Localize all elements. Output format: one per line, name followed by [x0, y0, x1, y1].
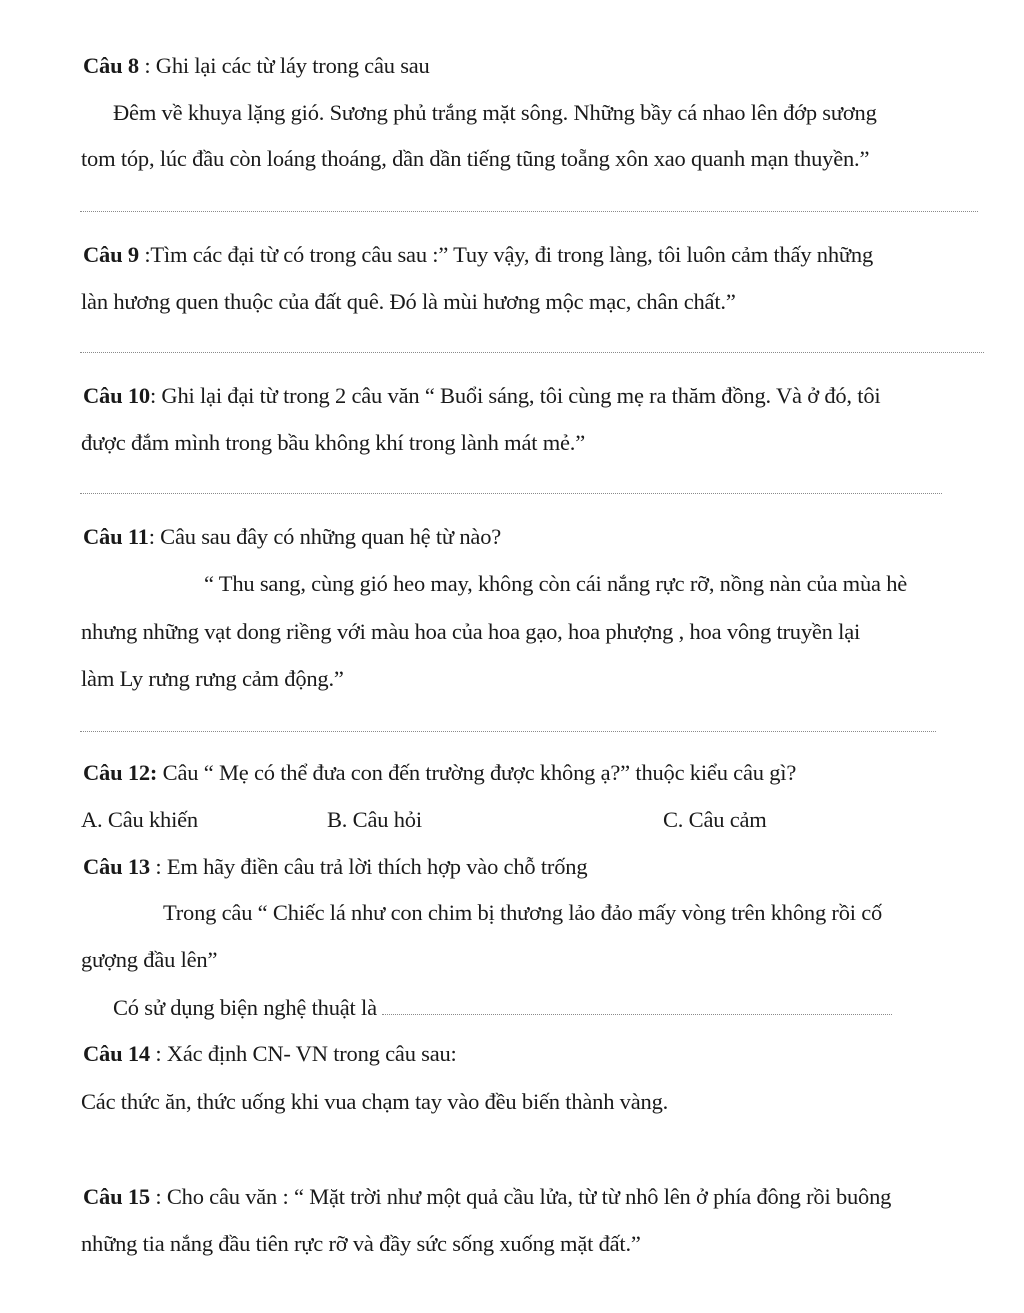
- question-14-label: Câu 14: [83, 1041, 150, 1066]
- question-10-label: Câu 10: [83, 383, 150, 408]
- question-14-prompt: : Xác định CN- VN trong câu sau:: [149, 1041, 457, 1066]
- question-13-heading: [83, 853, 587, 881]
- question-11-text-line-3: làm Ly rưng rưng cảm động.”: [81, 666, 344, 691]
- question-10-answer-line: [80, 493, 942, 494]
- question-11-prompt: : Câu sau đây có những quan hệ từ nào?: [148, 524, 502, 549]
- question-12-prompt: Câu “ Mẹ có thể đưa con đến trường được không ạ?” thuộc kiểu câu gì?: [157, 760, 797, 785]
- question-10-prompt: : Ghi lại đại từ trong 2 câu văn “ Buổi sáng, tôi cùng mẹ ra thăm đồng. Và ở đó, tôi: [149, 383, 881, 408]
- question-13-text-line-2: gượng đầu lên”: [81, 947, 218, 972]
- question-13-text-line-1: Trong câu “ Chiếc lá như con chim bị thương lảo đảo mấy vòng trên không rồi cố: [163, 900, 883, 925]
- question-12-option-b: B. Câu hỏi: [327, 807, 422, 832]
- question-14-heading: [83, 1040, 457, 1068]
- question-15-heading: [83, 1183, 891, 1211]
- question-11-answer-line: [80, 731, 936, 732]
- question-12-option-c: C. Câu cảm: [663, 807, 767, 832]
- question-8-text-line-1: Đêm về khuya lặng gió. Sương phủ trắng mặt sông. Những bầy cá nhao lên đớp sương: [113, 100, 877, 125]
- question-15-prompt: : Cho câu văn : “ Mặt trời như một quả cầu lửa, từ từ nhô lên ở phía đông rồi buông: [149, 1184, 892, 1209]
- question-13-fill-line: [113, 994, 892, 1022]
- question-13-label: Câu 13: [83, 854, 150, 879]
- question-11-label: Câu 11: [83, 524, 149, 549]
- question-11-text-line-2: nhưng những vạt dong riềng với màu hoa của hoa gạo, hoa phượng , hoa vông truyền lại: [81, 619, 861, 644]
- question-8-prompt: : Ghi lại các từ láy trong câu sau: [138, 53, 430, 78]
- question-12-label: Câu 12:: [83, 760, 158, 785]
- question-8-label: Câu 8: [83, 53, 139, 78]
- question-8-text-line-2: tom tóp, lúc đầu còn loáng thoáng, dần dần tiếng tũng toẵng xôn xao quanh mạn thuyền.”: [81, 146, 870, 171]
- question-12-heading: [83, 759, 796, 787]
- question-15-text-line-1: những tia nắng đầu tiên rực rỡ và đầy sức sống xuống mặt đất.”: [81, 1231, 641, 1256]
- question-9-prompt: :Tìm các đại từ có trong câu sau :” Tuy vậy, đi trong làng, tôi luôn cảm thấy những: [138, 242, 874, 267]
- question-8-answer-line: [80, 211, 978, 212]
- question-8-heading: [83, 52, 430, 80]
- question-12-option-a: A. Câu khiến: [81, 807, 198, 832]
- question-9-label: Câu 9: [83, 242, 139, 267]
- question-11-text-line-1: “ Thu sang, cùng gió heo may, không còn cái nắng rực rỡ, nồng nàn của mùa hè: [204, 571, 908, 596]
- question-10-heading: [83, 382, 880, 410]
- question-9-heading: [83, 241, 873, 269]
- question-10-text-line-1: được đắm mình trong bầu không khí trong lành mát mẻ.”: [81, 430, 586, 455]
- question-11-heading: [83, 523, 501, 551]
- question-13-prompt: : Em hãy điền câu trả lời thích hợp vào chỗ trống: [149, 854, 588, 879]
- question-9-answer-line: [80, 352, 984, 353]
- question-14-text-line-1: Các thức ăn, thức uống khi vua chạm tay vào đều biến thành vàng.: [81, 1089, 669, 1114]
- question-9-text-line-1: làn hương quen thuộc của đất quê. Đó là mùi hương mộc mạc, chân chất.”: [81, 289, 736, 314]
- question-13-blank: [382, 1013, 892, 1015]
- question-15-label: Câu 15: [83, 1184, 150, 1209]
- question-13-fill-text: Có sử dụng biện nghệ thuật là: [113, 995, 383, 1020]
